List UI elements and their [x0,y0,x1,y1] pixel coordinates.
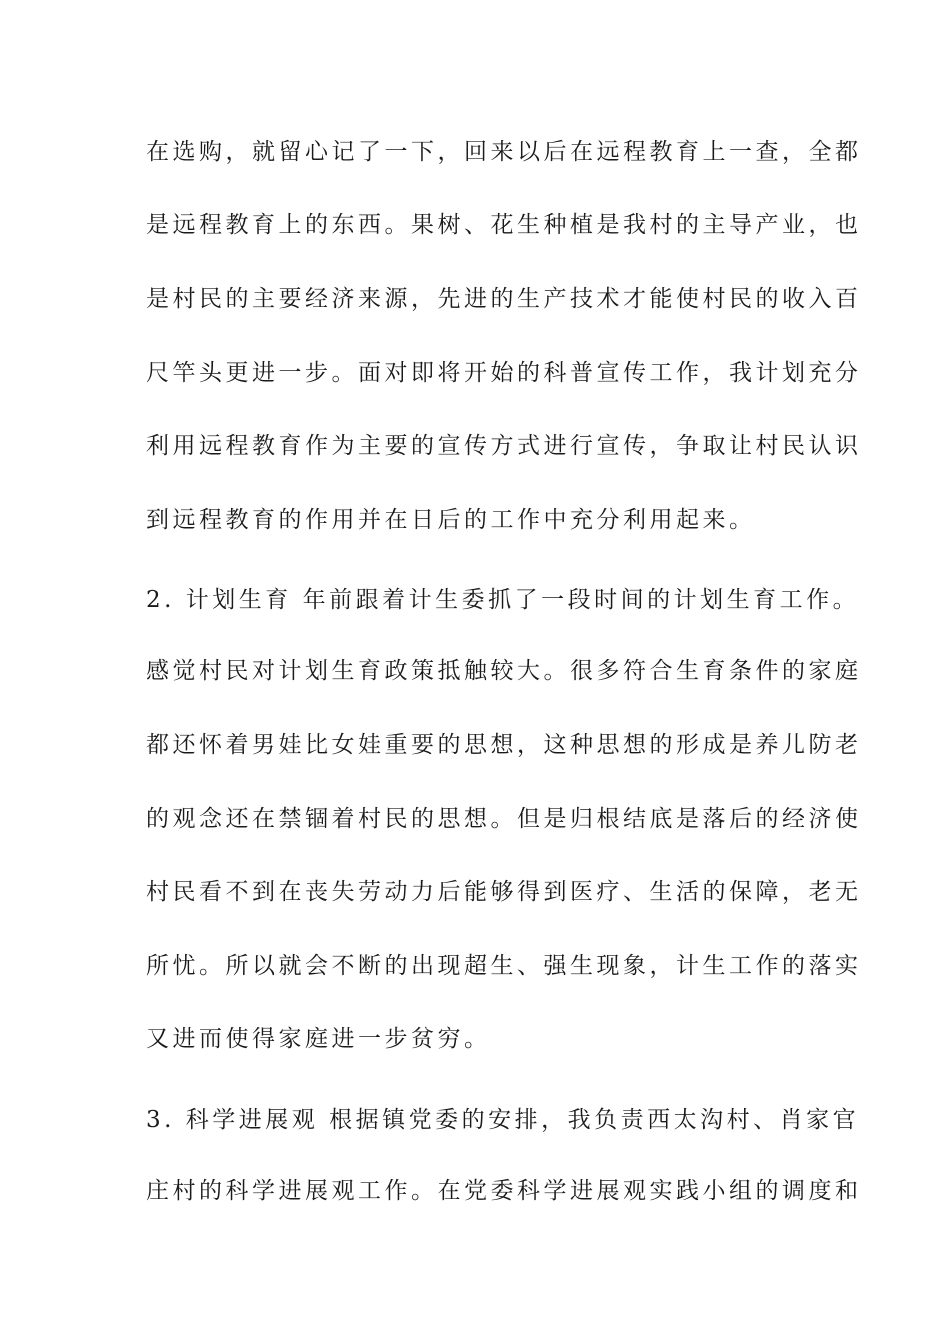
text-line: 所忧。所以就会不断的出现超生、强生现象，计生工作的落实 [146,953,862,979]
text-line: 在选购，就留心记了一下，回来以后在远程教育上一查，全都 [146,139,862,165]
text-line: 尺竿头更进一步。面对即将开始的科普宣传工作，我计划充分 [146,360,862,386]
text-line: 都还怀着男娃比女娃重要的思想，这种思想的形成是养儿防老 [146,732,862,758]
text-line: 的观念还在禁锢着村民的思想。但是归根结底是落后的经济使 [146,806,862,832]
text-line: 感觉村民对计划生育政策抵触较大。很多符合生育条件的家庭 [146,658,862,684]
text-line: 利用远程教育作为主要的宣传方式进行宣传，争取让村民认识 [146,433,862,459]
text-line: 是远程教育上的东西。果树、花生种植是我村的主导产业，也 [146,212,862,238]
text-line: 是村民的主要经济来源，先进的生产技术才能使村民的收入百 [146,286,862,312]
text-line: 村民看不到在丧失劳动力后能够得到医疗、生活的保障，老无 [146,879,862,905]
section-heading-line: 3. 科学进展观 根据镇党委的安排，我负责西太沟村、肖家官 [146,1107,860,1133]
text-line: 庄村的科学进展观工作。在党委科学进展观实践小组的调度和 [146,1178,862,1204]
text-line: 又进而使得家庭进一步贫穷。 [146,1026,491,1052]
text-line: 到远程教育的作用并在日后的工作中充分利用起来。 [146,507,756,533]
section-heading-line: 2. 计划生育 年前跟着计生委抓了一段时间的计划生育工作。 [146,587,860,613]
